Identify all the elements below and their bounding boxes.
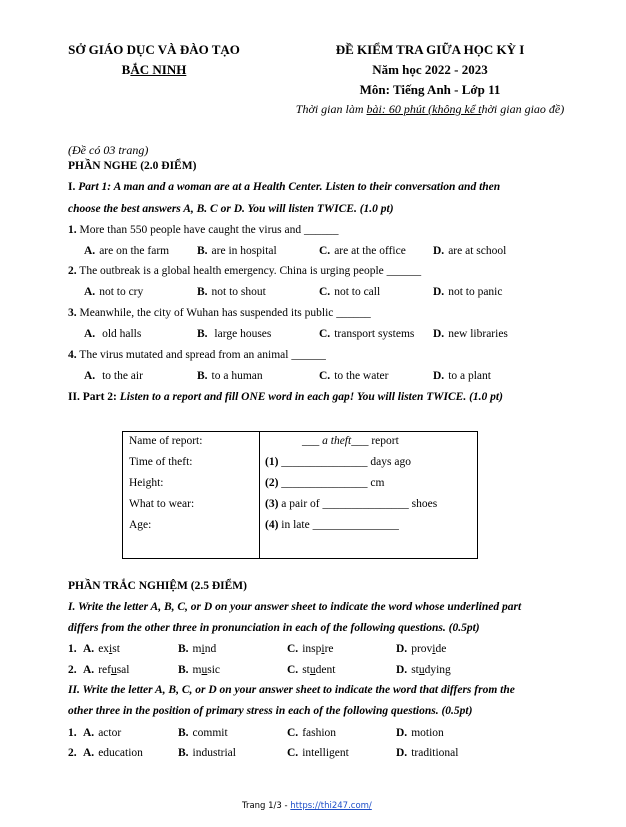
gap-number: (4) bbox=[265, 519, 279, 531]
word-post: sic bbox=[207, 664, 221, 676]
option-text: are on the farm bbox=[99, 245, 170, 257]
q3-option-b[interactable] bbox=[197, 328, 271, 340]
option-letter: A. bbox=[84, 328, 96, 340]
exam-duration bbox=[270, 102, 590, 117]
option-letter: C. bbox=[287, 727, 299, 739]
stress-q2-option-a[interactable] bbox=[83, 747, 143, 759]
label-time-of-theft: Time of theft: bbox=[129, 456, 193, 468]
q1-option-a[interactable] bbox=[84, 245, 169, 257]
option-text: old halls bbox=[99, 328, 142, 340]
gap-number: (1) bbox=[265, 456, 279, 468]
question-number: 4. bbox=[68, 349, 77, 361]
q4-option-c[interactable] bbox=[319, 370, 388, 382]
option-letter: D. bbox=[433, 370, 445, 382]
pron-q1-option-c[interactable] bbox=[287, 643, 334, 655]
word-post: dent bbox=[315, 664, 336, 676]
option-letter: A. bbox=[84, 370, 96, 382]
question-3 bbox=[68, 307, 371, 319]
q4-option-d[interactable] bbox=[433, 370, 491, 382]
word-pre: insp bbox=[302, 643, 322, 655]
option-letter: B. bbox=[197, 286, 208, 298]
option-text: transport systems bbox=[334, 328, 415, 340]
example-answer: a theft bbox=[322, 435, 352, 447]
option-text: fashion bbox=[302, 727, 337, 739]
pron-q1-number: 1. bbox=[68, 643, 77, 655]
q2-option-c[interactable] bbox=[319, 286, 380, 298]
report-table bbox=[122, 431, 478, 559]
q1-option-c[interactable] bbox=[319, 245, 406, 257]
option-letter: B. bbox=[178, 643, 189, 655]
question-text: The virus mutated and spread from an animal ______ bbox=[79, 349, 326, 361]
option-text: industrial bbox=[192, 747, 236, 759]
part2-label: II. Part 2: bbox=[68, 391, 120, 403]
option-letter: D. bbox=[433, 328, 445, 340]
option-text: are in hospital bbox=[211, 245, 277, 257]
pron-q1-option-b[interactable] bbox=[178, 643, 216, 655]
option-letter: C. bbox=[287, 747, 299, 759]
option-letter: B. bbox=[197, 245, 208, 257]
page-number: Trang 1/3 - bbox=[242, 801, 291, 811]
question-number: 2. bbox=[68, 265, 77, 277]
duration-underlined: bài: 60 phút (không kể t bbox=[366, 102, 482, 116]
underlined-part: i bbox=[432, 643, 436, 655]
option-letter: B. bbox=[178, 747, 189, 759]
question-text: Meanwhile, the city of Wuhan has suspended its public ______ bbox=[79, 307, 371, 319]
part1-instruction-text: Part 1: A man and a woman are at a Health Center. Listen to their conversation and then bbox=[78, 181, 501, 193]
option-text: to the air bbox=[99, 370, 143, 382]
q3-option-a[interactable] bbox=[84, 328, 141, 340]
option-text: to a plant bbox=[448, 370, 491, 382]
mc-section1-instruction-line1: I. Write the letter A, B, C, or D on your answer sheet to indicate the word whose underlined part bbox=[68, 601, 522, 613]
q4-option-a[interactable] bbox=[84, 370, 143, 382]
gap-text: in late _______________ bbox=[278, 519, 399, 531]
option-letter: D. bbox=[396, 747, 408, 759]
word-post: st bbox=[112, 643, 120, 655]
question-1 bbox=[68, 224, 339, 236]
pron-q1-option-a[interactable] bbox=[83, 643, 120, 655]
option-text: motion bbox=[411, 727, 444, 739]
mc-section2-instruction-line1: II. Write the letter A, B, C, or D on your answer sheet to indicate the word that differs from the bbox=[68, 684, 515, 696]
option-letter: D. bbox=[396, 643, 408, 655]
pron-q2-option-b[interactable] bbox=[178, 664, 220, 676]
question-text: The outbreak is a global health emergency. China is urging people ______ bbox=[79, 265, 422, 277]
gap-text: _______________ cm bbox=[278, 477, 385, 489]
underlined-part: u bbox=[110, 664, 117, 676]
label-name-of-report: Name of report: bbox=[129, 435, 203, 447]
q2-option-a[interactable] bbox=[84, 286, 143, 298]
option-letter: A. bbox=[84, 245, 96, 257]
option-text: actor bbox=[98, 727, 122, 739]
option-text: are at the office bbox=[334, 245, 406, 257]
pron-q2-option-d[interactable] bbox=[396, 664, 451, 676]
pron-q2-option-a[interactable] bbox=[83, 664, 129, 676]
q1-option-d[interactable] bbox=[433, 245, 506, 257]
word-pre: ex bbox=[98, 643, 110, 655]
option-text: are at school bbox=[448, 245, 507, 257]
stress-q1-option-b[interactable] bbox=[178, 727, 228, 739]
option-letter: C. bbox=[319, 370, 331, 382]
province-underlined: ẮC NINH bbox=[130, 62, 187, 77]
option-letter: B. bbox=[178, 727, 189, 739]
underlined-part: i bbox=[109, 643, 113, 655]
option-letter: C. bbox=[319, 286, 331, 298]
question-4 bbox=[68, 349, 326, 361]
pron-q1-option-d[interactable] bbox=[396, 643, 446, 655]
footer-link[interactable]: https://thi247.com/ bbox=[290, 801, 372, 811]
underlined-part: u bbox=[309, 664, 316, 676]
option-text: to the water bbox=[334, 370, 389, 382]
label-what-to-wear: What to wear: bbox=[129, 498, 195, 510]
stress-q1-option-a[interactable] bbox=[83, 727, 121, 739]
school-year: Năm học 2022 - 2023 bbox=[372, 62, 488, 77]
option-text: traditional bbox=[411, 747, 459, 759]
gap-2[interactable] bbox=[260, 474, 477, 495]
word-post: sal bbox=[116, 664, 130, 676]
q4-option-b[interactable] bbox=[197, 370, 263, 382]
stress-q2-option-c[interactable] bbox=[287, 747, 349, 759]
word-pre: m bbox=[192, 643, 202, 655]
stress-q2-option-b[interactable] bbox=[178, 747, 236, 759]
stress-q1-number: 1. bbox=[68, 727, 77, 739]
department-name: SỞ GIÁO DỤC VÀ ĐÀO TẠO bbox=[68, 42, 240, 57]
blank-pre: ___ bbox=[302, 435, 323, 447]
option-letter: C. bbox=[287, 643, 299, 655]
word-pre: st bbox=[302, 664, 310, 676]
report-values-column bbox=[260, 432, 478, 559]
exam-title: ĐỀ KIỂM TRA GIỮA HỌC KỲ I bbox=[335, 42, 525, 57]
option-text: not to call bbox=[334, 286, 381, 298]
gap-text: a pair of _______________ shoes bbox=[278, 498, 438, 510]
blank-post: ___ report bbox=[351, 435, 399, 447]
word-post: de bbox=[435, 643, 447, 655]
q3-option-d[interactable] bbox=[433, 328, 508, 340]
option-letter: A. bbox=[84, 286, 96, 298]
option-letter: D. bbox=[396, 727, 408, 739]
part2-instruction-text: Listen to a report and fill ONE word in each gap! You will listen TWICE. (1.0 pt) bbox=[119, 391, 503, 403]
province-prefix: B bbox=[121, 62, 131, 77]
report-labels-column bbox=[123, 432, 260, 559]
option-letter: D. bbox=[433, 245, 445, 257]
option-letter: A. bbox=[83, 747, 95, 759]
word-pre: m bbox=[192, 664, 202, 676]
gap-1[interactable] bbox=[260, 453, 477, 474]
option-text: to a human bbox=[211, 370, 263, 382]
stress-q1-option-d[interactable] bbox=[396, 727, 444, 739]
option-letter: C. bbox=[319, 328, 331, 340]
gap-text: _______________ days ago bbox=[278, 456, 411, 468]
question-number: 3. bbox=[68, 307, 77, 319]
option-letter: C. bbox=[287, 664, 299, 676]
part1-label: I. bbox=[68, 181, 79, 193]
label-height: Height: bbox=[129, 477, 164, 489]
option-text: new libraries bbox=[448, 328, 508, 340]
word-post: re bbox=[324, 643, 334, 655]
question-text: More than 550 people have caught the virus and ______ bbox=[79, 224, 339, 236]
duration-post: hời gian giao đề) bbox=[481, 102, 565, 116]
part1-instruction-line2: choose the best answers A, B. C or D. You will listen TWICE. (1.0 pt) bbox=[68, 203, 394, 215]
mc-section1-instruction-line2: differs from the other three in pronunciation in each of the following questions. (0.5pt) bbox=[68, 622, 480, 634]
part1-instruction-line1 bbox=[68, 181, 556, 193]
mc-section2-instruction-line2: other three in the position of primary stress in each of the following questions. (0.5pt) bbox=[68, 705, 473, 717]
question-2 bbox=[68, 265, 421, 277]
option-letter: C. bbox=[319, 245, 331, 257]
value-name-of-report bbox=[260, 432, 477, 453]
question-number: 1. bbox=[68, 224, 77, 236]
q1-option-b[interactable] bbox=[197, 245, 277, 257]
stress-q1-option-c[interactable] bbox=[287, 727, 336, 739]
word-pre: st bbox=[411, 664, 419, 676]
option-letter: A. bbox=[83, 727, 95, 739]
option-text: not to panic bbox=[448, 286, 503, 298]
option-letter: A. bbox=[83, 664, 95, 676]
label-age: Age: bbox=[129, 519, 152, 531]
part2-instruction bbox=[68, 391, 503, 403]
stress-q2-number: 2. bbox=[68, 747, 77, 759]
listening-section-title: PHẦN NGHE (2.0 ĐIỂM) bbox=[68, 160, 197, 172]
option-letter: B. bbox=[197, 370, 208, 382]
pron-q2-number: 2. bbox=[68, 664, 77, 676]
option-text: intelligent bbox=[302, 747, 349, 759]
option-letter: D. bbox=[433, 286, 445, 298]
gap-3[interactable] bbox=[260, 495, 477, 516]
option-letter: D. bbox=[396, 664, 408, 676]
option-text: education bbox=[98, 747, 143, 759]
pron-q2-option-c[interactable] bbox=[287, 664, 335, 676]
option-letter: B. bbox=[178, 664, 189, 676]
subject-grade: Môn: Tiếng Anh - Lớp 11 bbox=[359, 82, 501, 97]
q2-option-d[interactable] bbox=[433, 286, 502, 298]
underlined-part: i bbox=[321, 643, 325, 655]
page-count-note: (Đề có 03 trang) bbox=[68, 143, 149, 157]
word-post: dying bbox=[424, 664, 451, 676]
gap-number: (2) bbox=[265, 477, 279, 489]
option-text: commit bbox=[192, 727, 228, 739]
q3-option-c[interactable] bbox=[319, 328, 414, 340]
multiple-choice-section-title: PHẦN TRẮC NGHIỆM (2.5 ĐIỂM) bbox=[68, 580, 247, 592]
underlined-part: u bbox=[418, 664, 425, 676]
option-text: not to cry bbox=[99, 286, 144, 298]
province-name bbox=[48, 62, 260, 78]
gap-4[interactable] bbox=[260, 516, 477, 537]
option-letter: A. bbox=[83, 643, 95, 655]
word-post: nd bbox=[204, 643, 217, 655]
option-text: not to shout bbox=[211, 286, 266, 298]
q2-option-b[interactable] bbox=[197, 286, 266, 298]
duration-pre: Thời gian làm bbox=[295, 102, 367, 116]
underlined-part: u bbox=[201, 664, 208, 676]
word-pre: prov bbox=[411, 643, 433, 655]
page-footer bbox=[242, 801, 372, 811]
option-text: large houses bbox=[211, 328, 272, 340]
gap-number: (3) bbox=[265, 498, 279, 510]
word-pre: ref bbox=[98, 664, 111, 676]
option-letter: B. bbox=[197, 328, 208, 340]
underlined-part: i bbox=[201, 643, 205, 655]
stress-q2-option-d[interactable] bbox=[396, 747, 458, 759]
